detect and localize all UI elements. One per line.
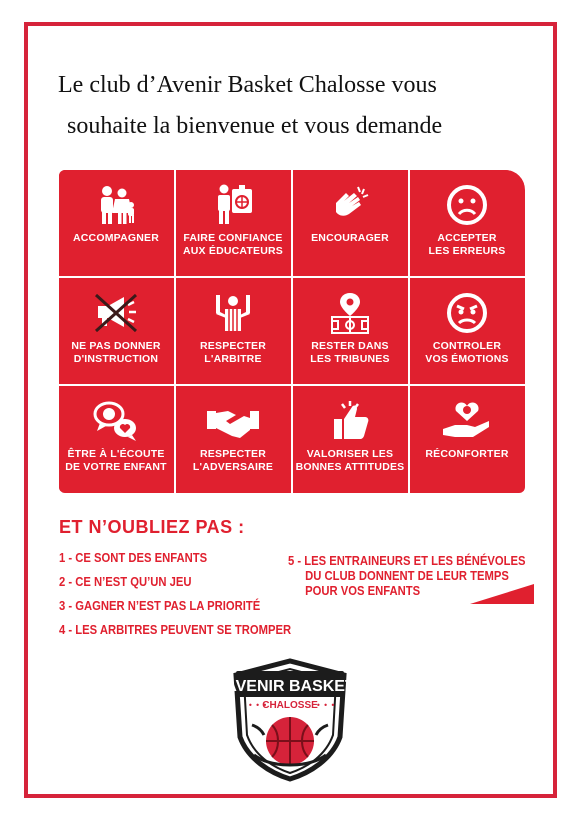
svg-text:• • •: • • • — [316, 701, 336, 710]
rule-accepter — [410, 170, 524, 275]
rule-label: NE PAS DONNER D'INSTRUCTION — [71, 340, 161, 365]
rule-respecter-adversaire — [176, 386, 290, 491]
reminder-item: 4 - LES ARBITRES PEUVENT SE TROMPER — [59, 623, 292, 637]
thumbs-up-icon — [293, 398, 407, 444]
rule-label: ACCEPTER LES ERREURS — [428, 232, 506, 257]
rule-label: ÊTRE À L'ÉCOUTE DE VOTRE ENFANT — [65, 448, 167, 473]
speech-bubbles-icon — [59, 398, 173, 444]
rule-respecter-arbitre — [176, 278, 290, 383]
reminder-item: 1 - CE SONT DES ENFANTS — [59, 551, 208, 565]
reminder-item: 2 - CE N’EST QU’UN JEU — [59, 575, 192, 589]
rule-label: ACCOMPAGNER — [72, 232, 159, 244]
rule-label: ENCOURAGER — [311, 232, 389, 244]
reminder-item-5: 5 - LES ENTRAINEURS ET LES BÉNÉVOLES DU CLUB DONNENT DE LEUR TEMPS POUR VOS ENFANTS — [288, 554, 526, 598]
coach-icon — [176, 182, 290, 228]
svg-text:• • •: • • • — [248, 701, 268, 710]
hand-heart-ball-icon — [410, 398, 524, 444]
rule-ne-pas-donner — [59, 278, 173, 383]
rule-label: CONTROLER VOS ÉMOTIONS — [425, 340, 509, 365]
rule-accompagner — [59, 170, 173, 275]
rule-reconforter — [410, 386, 524, 491]
family-icon — [59, 182, 173, 228]
clapping-hands-icon — [293, 182, 407, 228]
crossed-megaphone-icon — [59, 290, 173, 336]
rule-ecoute — [59, 386, 173, 491]
rule-rester-tribunes — [293, 278, 407, 383]
sad-face-icon — [410, 182, 524, 228]
rule-valoriser — [293, 386, 407, 491]
headline-line-1: Le club d’Avenir Basket Chalosse vous — [58, 72, 437, 98]
rule-controler — [410, 278, 524, 383]
headline-line-2: souhaite la bienvenue et vous demande — [67, 113, 443, 139]
reminder-list — [59, 551, 317, 647]
logo-text-2: CHALOSSE — [262, 700, 318, 711]
rule-label: FAIRE CONFIANCE AUX ÉDUCATEURS — [182, 232, 284, 257]
rules-grid — [59, 170, 525, 493]
court-location-icon — [293, 290, 407, 336]
decorative-triangle — [470, 584, 534, 604]
reminder-item: 3 - GAGNER N’EST PAS LA PRIORITÉ — [59, 599, 261, 613]
reminder-title: ET N’OUBLIEZ PAS : — [59, 517, 245, 537]
rule-label: RÉCONFORTER — [425, 448, 509, 460]
rule-label: VALORISER LES BONNES ATTITUDES — [295, 448, 405, 473]
rule-encourager — [293, 170, 407, 275]
rule-faire-confiance — [176, 170, 290, 275]
rule-label: RESPECTER L'ADVERSAIRE — [192, 448, 274, 473]
club-logo — [228, 655, 352, 783]
rule-label: RESTER DANS LES TRIBUNES — [310, 340, 390, 365]
rule-label: RESPECTER L'ARBITRE — [200, 340, 266, 365]
handshake-icon — [176, 398, 290, 444]
referee-icon — [176, 290, 290, 336]
logo-text-1: AVENIR BASKET — [228, 678, 352, 695]
angry-face-icon — [410, 290, 524, 336]
